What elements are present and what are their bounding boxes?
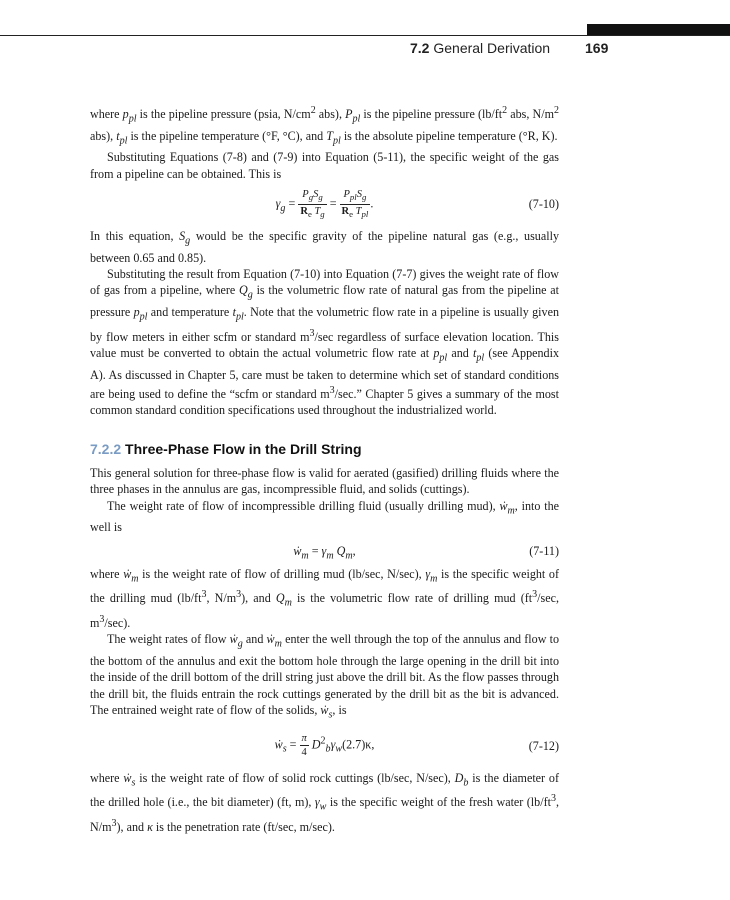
paragraph-substitution: Substituting Equations (7-8) and (7-9) into Equation (5-11), the specific weight of the gas from a pipeline can be obtained. This is: [90, 150, 559, 181]
header-rule: [0, 35, 730, 36]
equation-number: (7-10): [528, 197, 559, 212]
running-header: [410, 40, 550, 56]
equation-7-11: ẇ$_m$ = $\gamma_m$ $Q_m$, (7-11): [293, 543, 559, 561]
equation-number: (7-11): [529, 543, 559, 558]
paragraph-mud-flow: The weight rate of flow of incompressible drilling fluid (usually drilling mud), ẇ$_m$, into the well is: [90, 498, 559, 535]
page-body: [90, 103, 559, 835]
paragraph-specific-gravity: In this equation, $S_g$ would be the specific gravity of the pipeline natural gas (e.g., usually between 0.65 and 0.85).: [90, 229, 559, 265]
paragraph-pipeline-definitions: where $p_{pl}$ is the pipeline pressure (psia, $N/cm^2$ abs), $P_{pl}$ is the pipeline pressure ($lb/ft^2$ abs, $N/m^2$ abs), $t_{pl}$ is the pipeline temperature (°F, °C), and $T_{pl}$ is the absolute pipeline temperature (°R, K).: [90, 105, 559, 147]
subsection-title: Three-Phase Flow in the Drill String: [125, 440, 362, 457]
paragraph-cuttings-definitions: where ẇ$_s$ is the weight rate of flow of solid rock cuttings (lb/sec, N/sec), $D_b$ is the diameter of the drilled hole (i.e., the bit diameter) (ft, m), $\gamma_w$ is the specific weight of the fresh water ($lb/ft^3$, $N/m^3$), and κ is the penetration rate (ft/sec, m/sec).: [90, 770, 559, 835]
subsection-number: 7.2.2: [90, 440, 122, 457]
paragraph-three-phase: This general solution for three-phase flow is valid for aerated (gasified) drilling fluids where the three phases in the annulus are gas, incompressible fluid, and solids (cuttings).: [90, 465, 559, 497]
header-section-number: 7.2: [410, 40, 430, 56]
header-section-title: General Derivation: [433, 40, 551, 56]
subsection-heading: [90, 441, 559, 457]
paragraph-volumetric-flow: Substituting the result from Equation (7-10) into Equation (7-7) gives the weight rate of flow of gas from a pipeline, where $Q_g$ is the volumetric flow rate of natural gas from the pipeline at pressure $p_{pl}$ and temperature $t_{pl}$. Note that the volumetric flow rate in a pipeline is usually given by flow meters in either scfm or standard $m^3/\sec$ regardless of surface elevation location. This value must be converted to obtain the actual volumetric flow rate at $p_{pl}$ and $t_{pl}$ (see Appendix A). As discussed in Chapter 5, care must be taken to determine which set of standard conditions are being used to define the “scfm or standard $m^3/\sec$.” Chapter 5 gives a summary of the most common standard condition specifications used throughout the industrialized world.: [90, 267, 559, 418]
equation-7-10: $\gamma_g$ = $\frac{P_gS_g}{R_e T_g}$ = $\frac{P_{pl}S_g}{R_e T_{pl}}$ . (7-10): [275, 189, 559, 220]
page-number: 169: [585, 40, 609, 56]
paragraph-flow-path: The weight rates of flow ẇ$_g$ and ẇ$_m$ enter the well through the top of the annulus and flow to the bottom of the annulus and exit the bottom hole through the large opening in the drill bit into the inside of the drill bottom of the drill string just above the drill bit. As the flow passes through the drill bit, the fluids entrain the rock cuttings generated by the drill bit as the bit is advanced. The entrained weight rate of flow of the solids, ẇ$_s$, is: [90, 632, 560, 721]
header-bar: [587, 24, 730, 35]
equation-number: (7-12): [528, 738, 559, 753]
equation-7-12: ẇ$_s$ = $\frac{\pi}{4}$ $D^2_b\gamma_w(2.7)\kappa$, (7-12): [274, 732, 559, 758]
paragraph-mud-definitions: where ẇ$_m$ is the weight rate of flow of drilling mud (lb/sec, N/sec), $\gamma_m$ is the specific weight of the drilling mud ($lb/ft^3$, $N/m^3$), and $Q_m$ is the volumetric flow rate of drilling mud ($ft^3/\sec$, $m^3/\sec$).: [90, 566, 559, 631]
